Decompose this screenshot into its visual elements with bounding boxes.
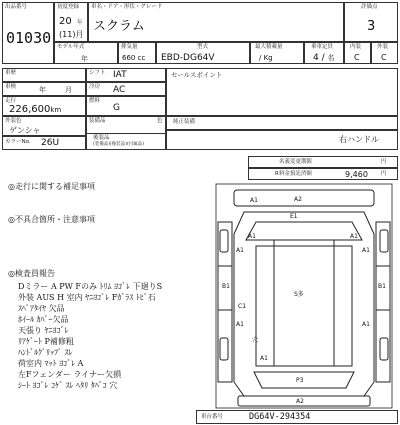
interior-label: 内装 bbox=[350, 44, 362, 50]
color-no-label: カラーNo. bbox=[5, 139, 31, 145]
accessories-label: 後装品 bbox=[93, 135, 110, 141]
exterior-label: 外装 bbox=[377, 44, 389, 50]
mark-a1-top: A1 bbox=[250, 197, 258, 204]
report-line: ﾎｲｰﾙ ｶﾊﾞｰ欠品 bbox=[18, 315, 69, 324]
mark-a1-upper-left: A1 bbox=[248, 233, 256, 240]
inspection-year: 年 bbox=[39, 86, 46, 94]
capacity-cell bbox=[304, 42, 344, 64]
recycle-label: R料金預託済額 bbox=[275, 171, 312, 177]
mark-a1-upper-right: A1 bbox=[350, 233, 358, 240]
color-no-cell bbox=[2, 136, 86, 150]
mark-a-right-mid: A1 bbox=[362, 247, 370, 254]
interior-grade: C bbox=[354, 53, 360, 62]
displacement-value: 660 cc bbox=[122, 54, 146, 62]
registration-year-unit: 年 bbox=[77, 20, 83, 26]
fuel-label: 燃料 bbox=[89, 98, 101, 104]
report-line: Dミラー A PW Fのみ ﾄﾘﾑ ﾖｺﾞﾚ 下廻りS bbox=[18, 282, 163, 291]
model-year-unit: 年 bbox=[81, 55, 88, 63]
mark-a1-right-lower: A1 bbox=[362, 321, 370, 328]
steering-value: 右ハンドル bbox=[339, 135, 379, 144]
inspection-month: 月 bbox=[65, 86, 72, 94]
registration-cell bbox=[54, 2, 88, 42]
score-cell bbox=[344, 2, 398, 42]
inner-color-label: 色 bbox=[157, 118, 163, 124]
driving-notes-title: ◎走行に関する補足事項 bbox=[8, 182, 95, 191]
car-name: スクラム bbox=[93, 19, 145, 34]
chassis-number: DG64V-294354 bbox=[249, 412, 311, 422]
car-damage-diagram bbox=[214, 182, 394, 410]
history-label: 車歴 bbox=[5, 70, 17, 76]
chassis-cell bbox=[196, 410, 398, 424]
aircon-cell bbox=[86, 82, 166, 96]
inspector-report-title: ◎検査員報告 bbox=[8, 269, 55, 278]
sales-point-cell bbox=[166, 68, 398, 116]
recycle-unit: 円 bbox=[381, 171, 387, 177]
mark-ana: 穴 bbox=[252, 337, 259, 344]
first-registration-label: 初度登録 bbox=[57, 4, 80, 10]
sales-point-label: セールスポイント bbox=[171, 71, 223, 79]
shift-cell bbox=[86, 68, 166, 82]
model-year-cell bbox=[54, 42, 118, 64]
steering-cell bbox=[166, 130, 398, 150]
car-name-cell bbox=[88, 2, 344, 42]
genuine-options-cell bbox=[166, 116, 398, 130]
max-load-unit: / Kg bbox=[259, 54, 273, 62]
mark-s-center: S多 bbox=[294, 291, 304, 298]
report-line: ｽﾍﾟｱﾀｲﾔ 欠品 bbox=[18, 304, 65, 313]
report-line: 外装 AUS H 室内 ﾔﾆﾖｺﾞﾚ Fｶﾞﾗｽ ﾄﾋﾞ石 bbox=[18, 293, 156, 302]
mark-c1-left: C1 bbox=[238, 303, 247, 310]
report-line: 左Fフェンダー ライナー欠損 bbox=[18, 370, 122, 379]
model-code: EBD-DG64V bbox=[161, 53, 215, 63]
capacity-label: 乗車定員 bbox=[311, 44, 334, 50]
report-line: ｼｰﾄ ﾖｺﾞﾚ ｺｹﾞ ｽﾚ ﾍﾀﾘ ﾀﾊﾞｺ 穴 bbox=[18, 381, 118, 390]
mileage-cell bbox=[2, 96, 86, 116]
car-name-label: 車名・ドア・形状・グレード bbox=[91, 4, 163, 10]
fuel-value: G bbox=[113, 103, 120, 113]
history-cell bbox=[2, 68, 86, 82]
capacity-value: 4 / 名 bbox=[313, 53, 335, 63]
mark-a2-bottom: A2 bbox=[296, 398, 304, 405]
score-value: 3 bbox=[367, 19, 376, 34]
accessories-sub: (装備品)(後装品)(付属品) bbox=[93, 142, 145, 147]
name-change-label: 名義変更期限 bbox=[279, 159, 313, 165]
recycle-amount: 9,460 bbox=[345, 170, 368, 179]
lot-number-cell bbox=[2, 2, 54, 64]
inspection-cell bbox=[2, 82, 86, 96]
mark-a2-top: A2 bbox=[294, 196, 302, 203]
lot-number: 01030 bbox=[6, 29, 52, 47]
lot-label: 出品番号 bbox=[5, 4, 28, 10]
mark-a1-left-lower: A1 bbox=[236, 321, 244, 328]
report-line: 天張り ﾔﾆﾖｺﾞﾚ bbox=[18, 326, 69, 335]
mileage-value: 226,600km bbox=[9, 104, 62, 115]
mark-b1-right: B1 bbox=[378, 283, 386, 290]
inspection-label: 車検 bbox=[5, 84, 17, 90]
model-code-cell bbox=[156, 42, 250, 64]
shift-label: シフト bbox=[89, 70, 106, 76]
aircon-value: AC bbox=[113, 85, 126, 95]
mark-p3: P3 bbox=[296, 377, 304, 384]
max-load-label: 最大積載量 bbox=[255, 44, 283, 50]
mark-a-left-mid: A1 bbox=[236, 247, 244, 254]
report-line: 荷室内 ﾏｯﾄ ﾖｺﾞﾚ A bbox=[18, 359, 84, 368]
exterior-color-label: 外装色 bbox=[5, 118, 22, 124]
report-line: ﾊﾝﾄﾞﾙｸﾞﾘｯﾌﾟ ｽﾚ bbox=[18, 348, 73, 357]
model-year-label: モデル年式 bbox=[57, 44, 85, 50]
max-load-cell bbox=[250, 42, 304, 64]
name-change-unit: 円 bbox=[381, 159, 387, 165]
shift-value: IAT bbox=[113, 70, 127, 80]
exterior-color-cell bbox=[2, 116, 86, 136]
chassis-label: 車台番号 bbox=[201, 414, 224, 420]
exterior-grade: C bbox=[381, 53, 387, 62]
mark-a1-bottom-left: A1 bbox=[260, 355, 268, 362]
accessories-cell bbox=[86, 133, 166, 150]
name-change-cell bbox=[248, 156, 398, 168]
displacement-cell bbox=[118, 42, 156, 64]
inspector-report bbox=[18, 281, 208, 391]
mark-e1: E1 bbox=[290, 213, 298, 220]
score-label: 評価点 bbox=[361, 4, 378, 10]
registration-year: 20 bbox=[59, 16, 72, 27]
report-line: ﾘｱｹﾞｰﾄ P補修粗 bbox=[18, 337, 74, 346]
registration-month: (11)月 bbox=[59, 30, 84, 39]
exterior-grade-cell bbox=[371, 42, 398, 64]
defect-notes-title: ◎不具合箇所・注意事項 bbox=[8, 215, 95, 224]
fuel-cell bbox=[86, 96, 166, 116]
displacement-label: 排気量 bbox=[121, 44, 138, 50]
color-no: 26U bbox=[41, 138, 60, 148]
genuine-options-label: 純正装備 bbox=[173, 119, 196, 125]
recycle-cell bbox=[248, 168, 398, 180]
mileage-label: 走行 bbox=[5, 98, 17, 104]
interior-grade-cell bbox=[344, 42, 371, 64]
model-code-label: 型式 bbox=[197, 44, 209, 50]
exterior-color: ゲンシャ bbox=[9, 126, 41, 135]
mark-b1-left: B1 bbox=[222, 283, 230, 290]
aircon-label: 冷房 bbox=[89, 84, 101, 90]
options-label: 装備品 bbox=[89, 118, 106, 124]
